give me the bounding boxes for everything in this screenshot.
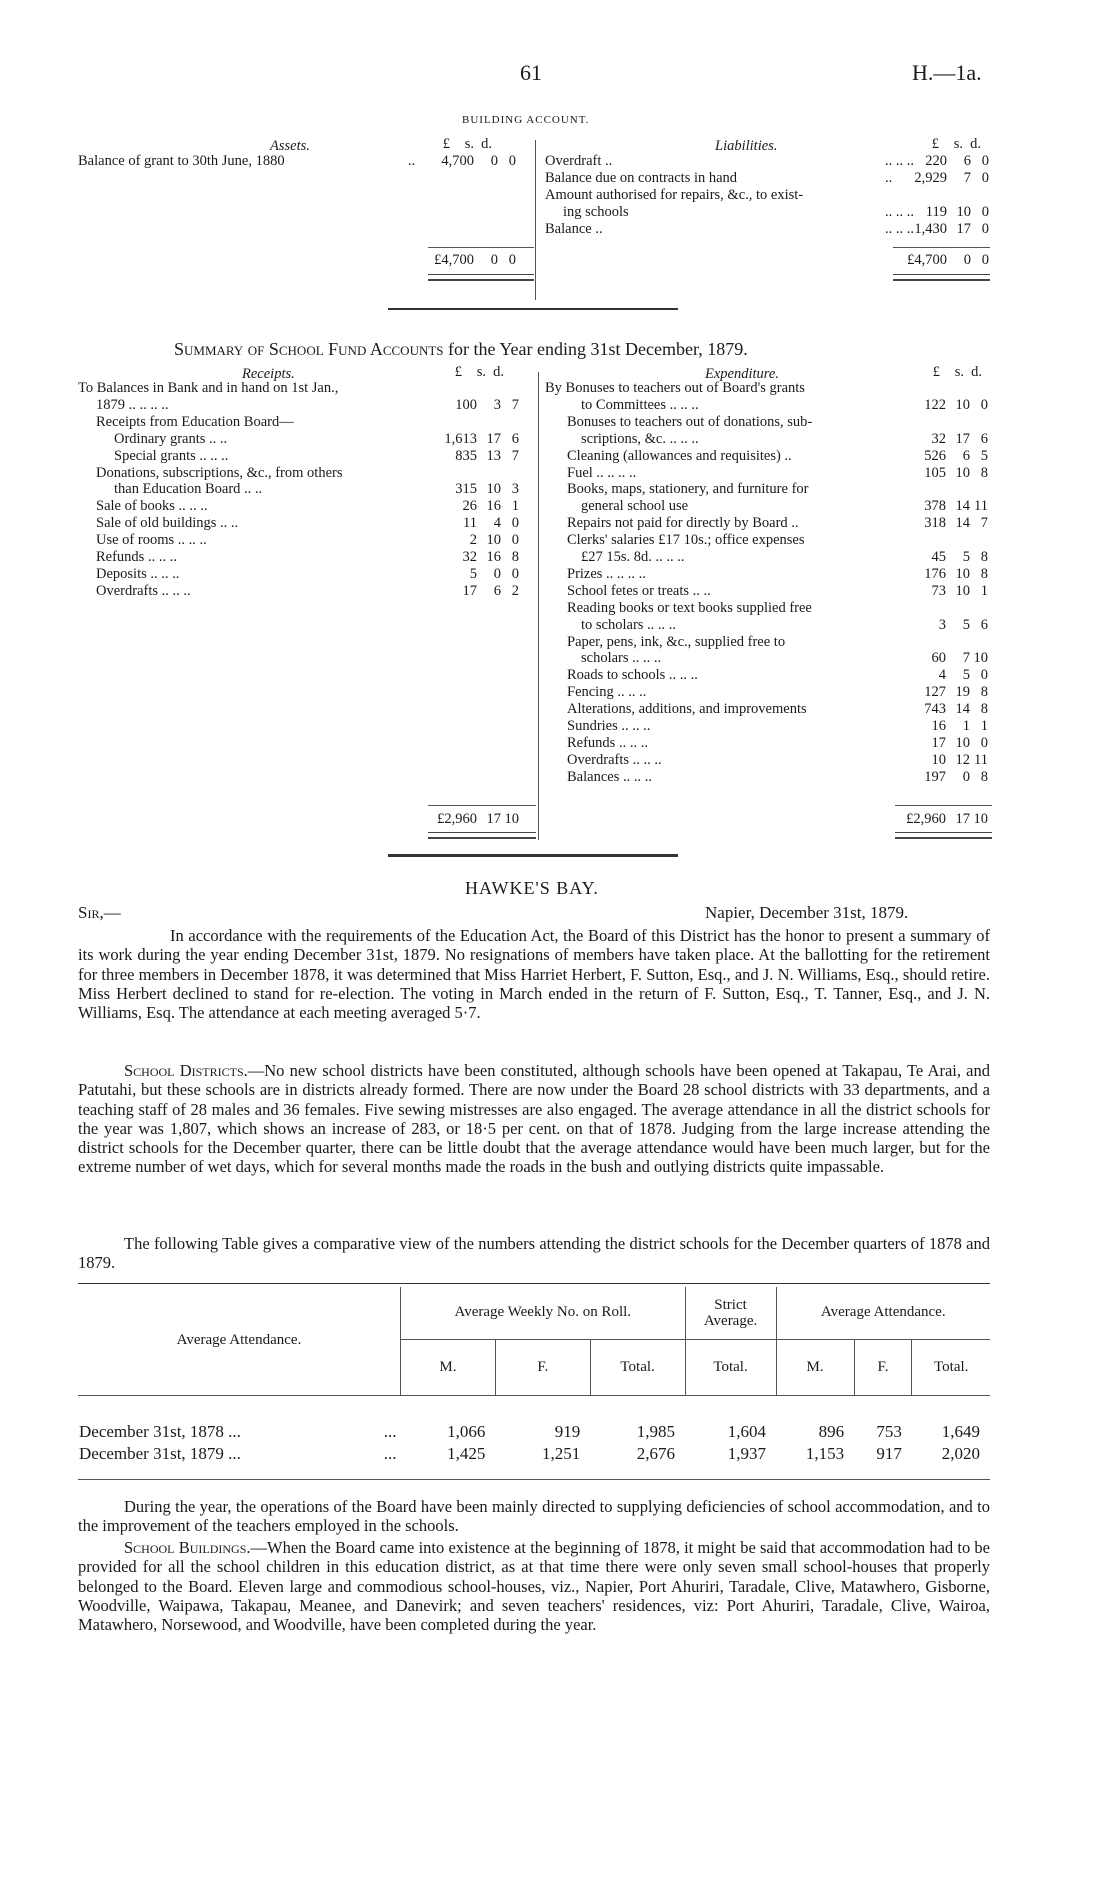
expenditure-heading: Expenditure. [705,366,779,382]
ledger-row: than Education Board .. .. [114,481,263,498]
row-label: December 31st, 1879 ... ... [79,1444,397,1463]
row-label: December 31st, 1878 ... ... [79,1422,397,1441]
ledger-amount: 1,613 17 6 [444,430,519,447]
ledger-amount: 378 14 11 [924,498,988,515]
double-rule [428,832,536,839]
ledger-amount [884,600,988,617]
ledger-amount [884,532,988,549]
ledger-row: Amount authorised for repairs, &c., to exist- [545,187,804,203]
table-cell: 1,649 [941,1422,980,1441]
ledger-row: Balance .. .. .. .. [545,221,914,237]
ledger-amount: 2,929 7 0 [914,170,989,186]
subhead-cell: Total. [685,1339,776,1395]
table-cell: 753 [876,1422,902,1441]
ledger-row: general school use [581,498,689,515]
column-rule [538,372,539,840]
ledger-row: Overdrafts .. .. .. [567,751,662,768]
ledger-row: ing schools .. .. .. [563,204,914,220]
ledger-amount [884,634,988,651]
ledger-amount [415,465,519,482]
ledger-amount: 315 10 3 [455,481,519,498]
ledger-amount: 32 16 8 [462,549,519,565]
ledger-amount: 17 10 0 [931,734,988,751]
ledger-row: scriptions, &c. .. .. .. [581,430,699,447]
paragraph-school-buildings: School Buildings.—When the Board came into existence at the beginning of 1878, it might be said that accommodation had to be provided for all the school children in this education district, as at that time there were only seven small school-houses that properly belonged to the Board. Eleven large and commodious school-houses, viz., Napier, Port Ahuriri, Taradale, Clive, Matawhero, Gisborne, Woodville, Waipawa, Takapau, Meanee, and Danevirk; and seven teachers' residences, viz: Port Ahuriri, Taradale, Clive, Wairoa, Matawhero, Norsewood, and Woodville, have been completed during the year. [78,1538,990,1635]
ledger-amount: 176 10 8 [924,565,988,582]
ledger-amount: 5 0 0 [469,565,519,582]
page-number: 61 [520,60,542,85]
summary-title: Summary of School Fund Accounts for the Year ending 31st December, 1879. [174,339,748,359]
expenditure-total: £2,960 17 10 [906,811,988,827]
ledger-amount: 119 10 0 [925,204,989,220]
ledger-amount: 2 10 0 [469,532,519,549]
group-attendance: Average Attendance. [776,1287,990,1339]
ledger-amount [884,414,988,431]
subhead-cell: M. [776,1339,854,1395]
receipts-total: £2,960 17 10 [437,811,519,827]
ledger-amount: 26 16 1 [462,498,519,515]
assets-currency-heads: £ s. d. [442,136,492,152]
ledger-row: Sale of old buildings .. .. [96,515,239,532]
ledger-row: Ordinary grants .. .. [114,430,228,447]
ledger-row: to Committees .. .. .. [581,396,699,413]
total-rule [428,805,536,806]
ledger-amount: 45 5 8 [931,549,988,565]
ledger-amount: 100 3 7 [455,396,519,413]
paragraph-school-districts: School Districts.—No new school districts have been constituted, although schools have been opened at Takapau, Te Arai, and Patutahi, but these schools are in districts already formed. There are now under the Board 28 school districts with 33 departments, and a teaching staff of 28 males and 36 females. Five sewing mistresses are also engaged. The average attendance in all the district schools for the year was 1,807, which shows an increase of 283, or 18·5 per cent. on that of 1878. Judging from the large increase attending the district schools for the December quarter, there can be little doubt that the average attendance would have been much larger, but for the extreme number of wet days, which for several months made the roads in the bush and outlying districts quite impassable. [78,1061,990,1177]
ledger-amount: 1,430 17 0 [914,221,989,237]
liabilities-currency-heads: £ s. d. [931,136,981,152]
paragraph-4: During the year, the operations of the Board have been mainly directed to supplying deficiencies of school accommodation, and to the improvement of the teachers employed in the schools. [78,1497,990,1536]
ledger-amount: 3 5 6 [938,616,988,633]
receipts-heading: Receipts. [242,366,295,382]
liabilities-heading: Liabilities. [715,138,778,154]
ledger-row: Use of rooms .. .. .. [96,532,207,549]
total-rule [428,247,534,248]
ledger-row: Roads to schools .. .. .. [567,667,698,684]
ledger-row: Balance of grant to 30th June, 1880 .. [78,153,416,169]
ledger-row: Cleaning (allowances and requisites) .. [567,447,792,464]
paragraph-1: In accordance with the requirements of the Education Act, the Board of this District has the honor to present a summary of its work during the year ending December 31st, 1879. No resignations of members have taken place. At the ballotting for the retirement for three members in December 1878, it was determined that Miss Harriet Herbert, F. Sutton, Esq., and J. N. Williams, Esq., should retire. Miss Herbert declined to stand for re-election. The voting in March ended in the return of F. Sutton, Esq., T. Tanner, Esq., and J. N. Williams, Esq. The attendance at each meeting averaged 5·7. [78,926,990,1023]
attendance-rows [78,1421,990,1465]
double-rule [895,832,992,839]
ledger-row: Paper, pens, ink, &c., supplied free to [567,633,786,650]
column-rule [535,140,536,300]
receipts-currency-heads: £ s. d. [454,364,504,380]
table-cell: 1,153 [805,1444,845,1463]
ledger-row: Balance due on contracts in hand .. [545,170,893,186]
table-cell: 1,251 [541,1444,581,1463]
ledger-amount: 526 6 5 [924,447,988,464]
attendance-table [78,1287,990,1480]
ledger-amount [415,414,519,431]
ledger-row: Reading books or text books supplied free [567,599,812,616]
subhead-cell: M. [401,1339,496,1395]
subhead-cell: F. [495,1339,590,1395]
total-rule [893,247,990,248]
ledger-amount: 32 17 6 [931,430,988,447]
section-divider [388,308,678,310]
ledger-amount [415,380,519,397]
ledger-row: £27 15s. 8d. .. .. .. [581,549,685,565]
expenditure-currency-heads: £ s. d. [932,364,982,380]
table-cell: 919 [554,1422,581,1441]
subhead-cell: Total. [590,1339,685,1395]
ledger-amount: 4,700 0 0 [441,153,516,169]
ledger-amount [884,481,988,498]
ledger-amount: 17 6 2 [462,582,519,599]
ledger-row: Refunds .. .. .. [567,734,648,751]
assets-heading: Assets. [270,138,310,154]
ledger-amount: 11 4 0 [463,515,519,532]
ledger-row: Books, maps, stationery, and furniture for [567,481,809,498]
ledger-row: Overdraft .. .. .. .. [545,153,914,169]
ledger-amount: 197 0 8 [924,768,988,785]
ledger-row: Donations, subscriptions, &c., from others [96,464,343,481]
ledger-row: By Bonuses to teachers out of Board's grants [545,380,805,396]
ledger-amount: 73 10 1 [931,582,988,599]
ledger-row: Refunds .. .. .. [96,549,177,565]
ledger-row: Fencing .. .. .. [567,684,647,701]
ledger-row: Bonuses to teachers out of donations, sub- [567,413,813,430]
ledger-row: Deposits .. .. .. [96,565,180,582]
place-date: Napier, December 31st, 1879. [705,903,909,922]
ledger-amount: 318 14 7 [924,515,988,532]
table-row [78,1421,990,1443]
ledger-amount: 835 13 7 [455,447,519,464]
ledger-amount: 127 19 8 [924,684,988,701]
ledger-row: School fetes or treats .. .. [567,582,711,599]
ledger-amount: 60 7 10 [931,650,988,667]
section-divider [388,854,678,857]
ledger-row: Fuel .. .. .. .. [567,464,637,481]
ledger-amount: 10 12 11 [931,751,988,768]
ledger-row: Sundries .. .. .. [567,718,651,734]
table-cell: 1,985 [636,1422,676,1441]
section-title: HAWKE'S BAY. [465,878,599,898]
table-top-rule [78,1283,990,1284]
subhead-cell: Total. [934,1358,969,1375]
ledger-amount: 16 1 1 [931,718,988,734]
table-cell: 2,676 [636,1444,676,1463]
double-rule [428,274,534,281]
table-cell: 917 [876,1444,902,1463]
ledger-amount: 743 14 8 [924,701,988,718]
ledger-row: Clerks' salaries £17 10s.; office expenses [567,532,805,549]
subhead-cell: F. [854,1339,912,1395]
table-cell: 1,604 [727,1422,767,1441]
ledger-amount: 105 10 8 [924,464,988,481]
group-strict: Strict Average. [685,1287,776,1339]
ledger-row: 1879 .. .. .. .. [96,396,169,413]
double-rule [893,274,990,281]
ledger-row: To Balances in Bank and in hand on 1st Jan., [78,380,339,396]
table-cell: 1,937 [727,1444,767,1463]
table-row [78,1443,990,1465]
group-roll: Average Weekly No. on Roll. [401,1287,686,1339]
table-cell: 1,066 [447,1422,486,1441]
table-cell: 2,020 [941,1444,980,1463]
ledger-row: to scholars .. .. .. [581,616,677,633]
table-cell: 896 [818,1422,845,1441]
ledger-amount: 122 10 0 [924,396,988,413]
ledger-amount: 4 5 0 [938,667,988,684]
salutation: Sir,— [78,903,121,922]
ledger-row: Balances .. .. .. [567,768,652,785]
ledger-amount [885,187,989,204]
building-account-title: BUILDING ACCOUNT. [462,114,590,126]
ledger-row: Repairs not paid for directly by Board .. [567,515,799,532]
paragraph-table-intro: The following Table gives a comparative view of the numbers attending the district schools for the December quarters of 1878 and 1879. [78,1234,990,1273]
ledger-amount [884,380,988,397]
total-rule [895,805,992,806]
ledger-row: Special grants .. .. .. [114,447,229,464]
row-header: Average Attendance. [78,1287,401,1395]
report-code: H.—1a. [912,60,982,85]
ledger-row: Prizes .. .. .. .. [567,565,646,582]
ledger-row: Overdrafts .. .. .. [96,582,191,599]
ledger-row: Receipts from Education Board— [96,413,294,430]
table-cell: 1,425 [447,1444,486,1463]
ledger-amount: 220 6 0 [925,153,989,169]
ledger-row: Sale of books .. .. .. [96,498,208,515]
ledger-row: scholars .. .. .. [581,650,662,667]
liabilities-total: £4,700 0 0 [907,252,989,268]
ledger-row: Alterations, additions, and improvements [567,701,807,718]
assets-total: £4,700 0 0 [434,252,516,268]
